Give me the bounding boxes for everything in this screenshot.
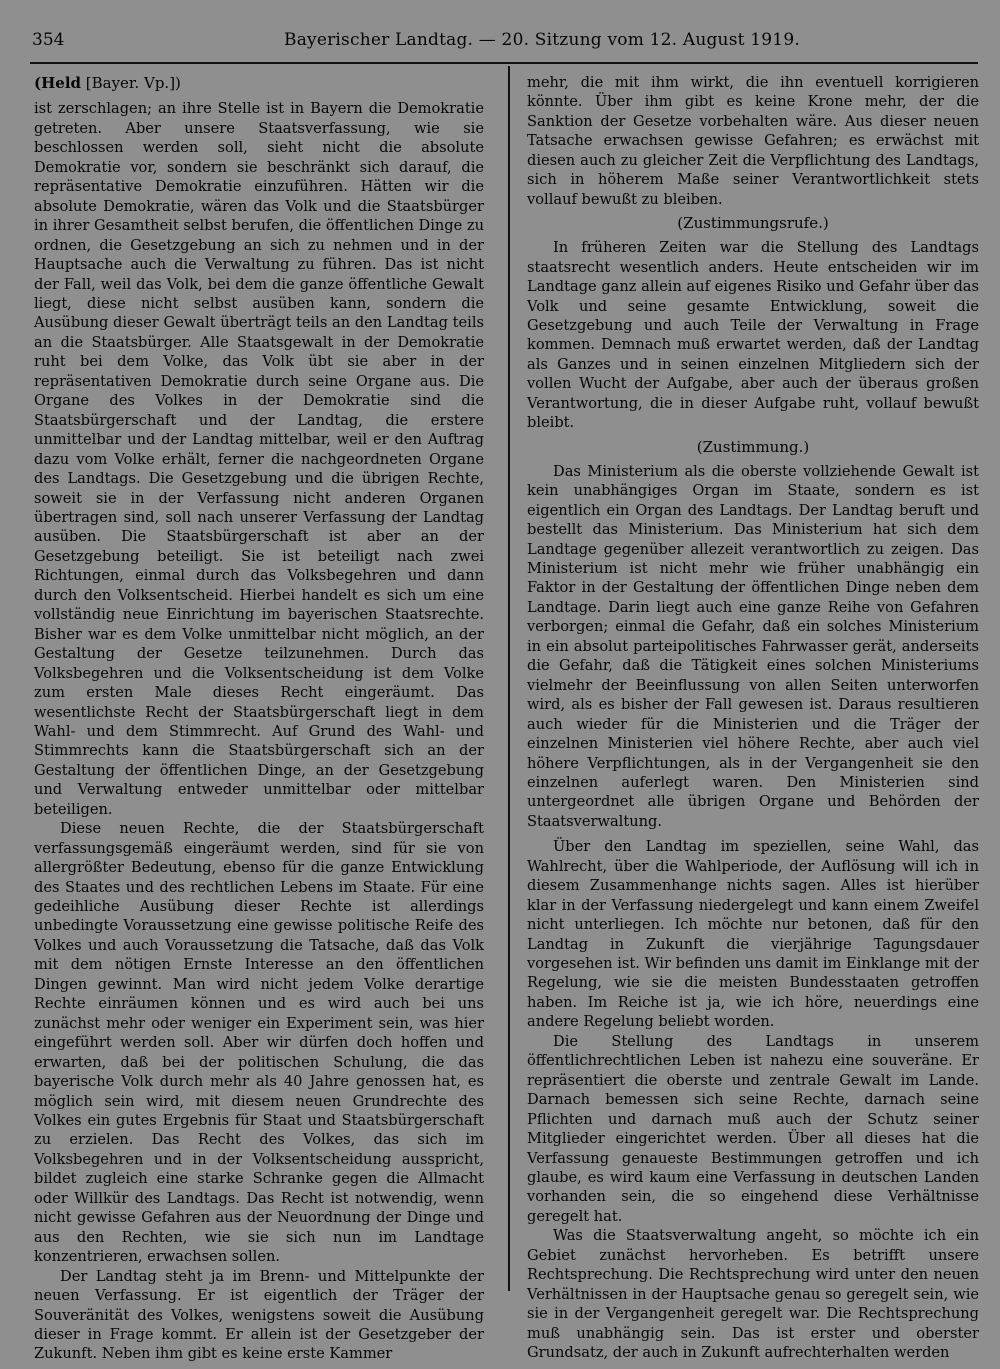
page-number: 354 <box>32 30 65 50</box>
running-head: Bayerischer Landtag. — 20. Sitzung vom 12. August 1919. <box>284 30 800 50</box>
speaker-label <box>34 74 484 93</box>
header-rule <box>30 62 978 64</box>
paragraph: ist zerschlagen; an ihre Stelle ist in Bayern die Demokratie getreten. Aber unsere Staatsverfassung, wie sie beschlossen werden soll, sieht nicht die absolute Demokratie vor, sondern sie beschränkt sich darauf, die repräsentative Demokratie einzuführen. Hätten wir die absolute Demokratie, wären das Volk und die Staatsbürger in ihrer Gesamtheit selbst berufen, die öffentlichen Dinge zu ordnen, die Gesetzgebung an sich zu nehmen und in der Hauptsache auch die Verwaltung zu führen. Das ist nicht der Fall, weil das Volk, bei dem die ganze öffentliche Gewalt liegt, diese nicht selbst ausüben kann, sondern die Ausübung dieser Gewalt überträgt teils an den Landtag teils an die Staatsbürger. Alle Staatsgewalt in der Demokratie ruht bei dem Volke, das Volk übt sie aber in der repräsentativen Demokratie durch seine Organe aus. Die Organe des Volkes in der Demokratie sind die Staatsbürgerschaft und der Landtag, die erstere unmittelbar und der Landtag mittelbar, weil er den Auftrag dazu vom Volke erhält, ferner die nachgeordneten Organe des Landtags. Die Gesetzgebung und die übrigen Rechte, soweit sie in der Verfassung nicht anderen Organen übertragen sind, soll nach unserer Verfassung der Landtag ausüben. Die Staatsbürgerschaft ist aber an der Gesetzgebung beteiligt. Sie ist beteiligt nach zwei Richtungen, einmal durch das Volksbegehren und dann durch den Volksentscheid. Hierbei handelt es sich um eine vollständig neue Einrichtung im bayerischen Staatsrechte. Bisher war es dem Volke unmittelbar nicht möglich, an der Gestaltung der Gesetze teilzunehmen. Durch das Volksbegehren und die Volksentscheidung ist dem Volke zum ersten Male dieses Recht eingeräumt. Das wesentlichste Recht der Staatsbürgerschaft liegt in dem Wahl- und dem Stimmrecht. Auf Grund des Wahl- und Stimmrechts kann die Staatsbürgerschaft sich an der Gestaltung der öffentlichen Dinge, an der Gesetzgebung und Verwaltung entweder unmittelbar oder mittelbar beteiligen. <box>34 100 484 818</box>
paragraph: Das Ministerium als die oberste vollziehende Gewalt ist kein unabhängiges Organ im Staate, sondern es ist eigentlich ein Organ des Landtags. Der Landtag beruft und bestellt das Ministerium. Das Ministerium hat sich dem Landtage gegenüber allezeit verantwortlich zu zeigen. Das Ministerium ist nicht mehr wie früher unabhängig ein Faktor in der Gestaltung der öffentlichen Dinge neben dem Landtage. Darin liegt auch eine ganze Reihe von Gefahren verborgen; einmal die Gefahr, daß ein solches Ministerium in ein absolut parteipolitisches Fahrwasser gerät, anderseits die Gefahr, daß die Tätigkeit eines solchen Ministeriums vielmehr der Beeinflussung von allen Seiten unterworfen wird, als es bisher der Fall gewesen ist. Daraus resultieren auch wieder für die Ministerien und die Träger der einzelnen Ministerien viel höhere Rechte, aber auch viel höhere Verpflichtungen, als in der Vergangenheit sie den einzelnen auferlegt waren. Den Ministerien sind untergeordnet alle übrigen Organe und Behörden der Staatsverwaltung. <box>527 462 979 830</box>
interjection: (Zustimmungsrufe.) <box>677 214 829 233</box>
interjection: (Zustimmung.) <box>696 437 810 456</box>
paragraph: In früheren Zeiten war die Stellung des Landtags staatsrecht wesentlich anders. Heute entscheiden wir im Landtage ganz allein auf eigenes Risiko und Gefahr über das Volk und seine gesamte Entwicklung, soweit die Gesetzgebung und auch Teile der Verwaltung in Frage kommen. Demnach muß erwartet werden, daß der Landtag als Ganzes und in seinen einzelnen Mitgliedern sich der vollen Wucht der Aufgabe, aber auch der überaus großen Verantwortung, die in dieser Aufgabe ruht, vollauf bewußt bleibt. <box>527 239 979 432</box>
right-column <box>527 73 979 1363</box>
paragraph: Was die Staatsverwaltung angeht, so möchte ich ein Gebiet zunächst hervorheben. Es betrifft unsere Rechtsprechung. Die Rechtsprechung wird unter den neuen Verhältnissen in der Hauptsache genau so geregelt sein, wie sie in der Vergangenheit geregelt war. Die Rechtsprechung muß unabhängig sein. Das ist erster und oberster Grundsatz, der auch in Zukunft aufrechterhalten werden <box>527 1227 979 1362</box>
paragraph: Diese neuen Rechte, die der Staatsbürgerschaft verfassungsgemäß eingeräumt werden, sind für sie von allergrößter Bedeutung, ebenso für die ganze Entwicklung des Staates und des rechtlichen Lebens im Staate. Für eine gedeihliche Ausübung dieser Rechte ist allerdings unbedingte Voraussetzung eine gewisse politische Reife des Volkes und auch Voraussetzung die Tatsache, daß das Volk mit dem nötigen Ernste Interesse an den öffentlichen Dingen gewinnt. Man wird nicht jedem Volke derartige Rechte einräumen können und es wird auch bei uns zunächst mehr oder weniger ein Experiment sein, was hier eingeführt werden soll. Aber wir dürfen doch hoffen und erwarten, daß bei der politischen Schulung, die das bayerische Volk durch mehr als 40 Jahre genossen hat, es möglich sein wird, mit diesem neuen Grundrechte des Volkes ein gutes Ergebnis für Staat und Staatsbürgerschaft zu erzielen. Das Recht des Volkes, das sich im Volksbegehren und in der Volksentscheidung ausspricht, bildet zugleich eine starke Schranke gegen die Allmacht oder Willkür des Landtags. Das Recht ist notwendig, wenn nicht gewisse Gefahren aus der Neuordnung der Dinge und aus den Rechten, wie sie sich nun im Landtage konzentrieren, erwachsen sollen. <box>34 820 484 1266</box>
column-divider <box>508 66 510 1291</box>
left-column <box>34 74 484 1364</box>
speaker-name: (Held <box>34 74 81 92</box>
paragraph: mehr, die mit ihm wirkt, die ihn eventuell korrigieren könnte. Über ihm gibt es keine Krone mehr, der die Sanktion der Gesetze vorbehalten wäre. Aus dieser neuen Tatsache erwachsen gewisse Gefahren; es erwächst mit diesen auch zu gleicher Zeit die Verpflichtung des Landtags, sich in höherem Maße seiner Verantwortlichkeit stets vollauf bewußt zu bleiben. <box>527 74 979 208</box>
paragraph: Die Stellung des Landtags in unserem öffentlichrechtlichen Leben ist nahezu eine souveräne. Er repräsentiert die oberste und zentrale Gewalt im Lande. Darnach bemessen sich seine Rechte, darnach seine Pflichten und darnach muß auch der Schutz seiner Mitglieder eingerichtet werden. Über all dieses hat die Verfassung genaueste Bestimmungen getroffen und ich glaube, es wird kaum eine Verfassung in deutschen Landen vorhanden sein, die so eingehend diese Verhältnisse geregelt hat. <box>527 1032 979 1225</box>
page-header <box>32 28 800 52</box>
speaker-party: [Bayer. Vp.]) <box>81 74 181 92</box>
paragraph: Über den Landtag im speziellen, seine Wahl, das Wahlrecht, über die Wahlperiode, der Auflösung will ich in diesem Zusammenhange nichts sagen. Alles ist hierüber klar in der Verfassung niedergelegt und kann einem Zweifel nicht unterliegen. Ich möchte nur betonen, daß für den Landtag in Zukunft die vierjährige Tagungsdauer vorgesehen ist. Wir befinden uns damit im Einklange mit der Regelung, wie sie die meisten Bundesstaaten getroffen haben. Im Reiche ist ja, wie ich höre, neuerdings eine andere Regelung beliebt worden. <box>527 838 979 1031</box>
paragraph: Der Landtag steht ja im Brenn- und Mittelpunkte der neuen Verfassung. Er ist eigentlich der Träger der Souveränität des Volkes, wenigstens soweit die Ausübung dieser in Frage kommt. Er allein ist der Gesetzgeber der Zukunft. Neben ihm gibt es keine erste Kammer <box>34 1267 484 1363</box>
